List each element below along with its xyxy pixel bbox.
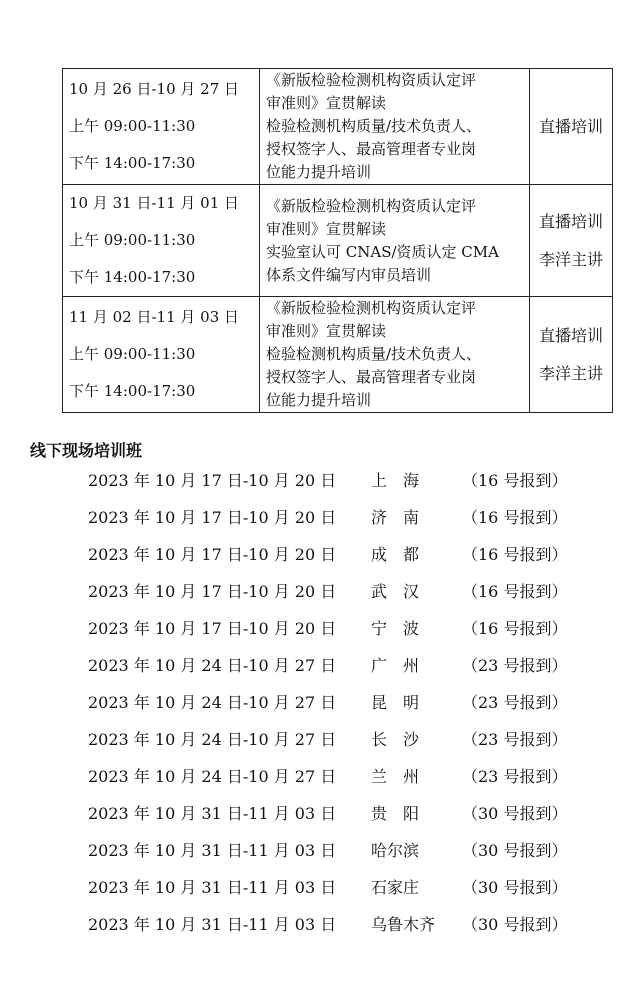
offline-row — [0, 758, 640, 795]
offline-city: 石家庄 — [371, 878, 420, 897]
date-range: 11 月 02 日-11 月 03 日 — [69, 308, 240, 326]
course-line: 《新版检验检测机构资质认定评 — [266, 71, 477, 89]
course-line: 实验室认可 CNAS/资质认定 CMA — [266, 242, 499, 261]
offline-city: 昆明 — [371, 693, 436, 712]
schedule-row — [63, 297, 613, 413]
course-line: 审准则》宣贯解读 — [266, 219, 387, 238]
offline-checkin: （23 号报到） — [462, 767, 568, 786]
offline-date: 2023 年 10 月 31 日-11 月 03 日 — [88, 804, 337, 823]
offline-row — [0, 647, 640, 684]
offline-row — [0, 832, 640, 869]
offline-city: 武汉 — [371, 582, 436, 601]
offline-city: 兰州 — [371, 767, 436, 786]
mode-cell — [530, 297, 613, 413]
schedule-time-cell — [63, 297, 260, 413]
offline-row — [0, 573, 640, 610]
mode-cell — [530, 69, 613, 185]
offline-city: 宁波 — [371, 619, 436, 638]
offline-checkin: （30 号报到） — [462, 878, 568, 897]
offline-date: 2023 年 10 月 17 日-10 月 20 日 — [88, 619, 337, 638]
training-mode: 直播培训 — [538, 116, 603, 136]
offline-row — [0, 906, 640, 943]
date-range: 10 月 26 日-10 月 27 日 — [69, 80, 240, 98]
training-mode: 直播培训 — [538, 325, 603, 345]
offline-checkin: （30 号报到） — [462, 841, 568, 860]
morning-time: 上午 09:00-11:30 — [69, 231, 196, 249]
offline-checkin: （16 号报到） — [462, 545, 568, 564]
course-line: 体系文件编写内审员培训 — [266, 265, 432, 284]
course-line: 审准则》宣贯解读 — [266, 322, 387, 340]
offline-city: 济南 — [371, 508, 436, 527]
offline-city: 哈尔滨 — [371, 841, 420, 860]
offline-date: 2023 年 10 月 31 日-11 月 03 日 — [88, 841, 337, 860]
course-line: 《新版检验检测机构资质认定评 — [266, 299, 477, 317]
date-range: 10 月 31 日-11 月 01 日 — [69, 194, 240, 212]
offline-row — [0, 610, 640, 647]
mode-cell — [530, 185, 613, 297]
offline-row — [0, 499, 640, 536]
morning-time: 上午 09:00-11:30 — [69, 117, 196, 135]
offline-city: 乌鲁木齐 — [371, 915, 436, 934]
offline-row — [0, 536, 640, 573]
lecturer: 李洋主讲 — [538, 363, 603, 383]
offline-date: 2023 年 10 月 24 日-10 月 27 日 — [88, 656, 337, 675]
afternoon-time: 下午 14:00-17:30 — [69, 268, 196, 286]
offline-checkin: （16 号报到） — [462, 508, 568, 527]
course-cell — [260, 69, 530, 185]
schedule-row — [63, 69, 613, 185]
course-line: 位能力提升培训 — [266, 163, 372, 181]
course-line: 检验检测机构质量/技术负责人、 — [266, 345, 482, 363]
course-line: 审准则》宣贯解读 — [266, 94, 387, 112]
offline-city: 上海 — [371, 471, 436, 490]
course-cell — [260, 297, 530, 413]
offline-row — [0, 684, 640, 721]
schedule-time-cell — [63, 185, 260, 297]
offline-session-list — [0, 462, 640, 943]
offline-date: 2023 年 10 月 24 日-10 月 27 日 — [88, 693, 337, 712]
offline-checkin: （16 号报到） — [462, 471, 568, 490]
schedule-row — [63, 185, 613, 297]
offline-checkin: （23 号报到） — [462, 730, 568, 749]
offline-date: 2023 年 10 月 17 日-10 月 20 日 — [88, 545, 337, 564]
offline-city: 贵阳 — [371, 804, 436, 823]
offline-row — [0, 721, 640, 758]
offline-checkin: （30 号报到） — [462, 915, 568, 934]
offline-city: 长沙 — [371, 730, 436, 749]
offline-date: 2023 年 10 月 24 日-10 月 27 日 — [88, 767, 337, 786]
training-mode: 直播培训 — [538, 211, 603, 231]
offline-checkin: （30 号报到） — [462, 804, 568, 823]
offline-checkin: （23 号报到） — [462, 693, 568, 712]
course-line: 《新版检验检测机构资质认定评 — [266, 196, 477, 215]
offline-date: 2023 年 10 月 31 日-11 月 03 日 — [88, 915, 337, 934]
offline-checkin: （16 号报到） — [462, 582, 568, 601]
offline-date: 2023 年 10 月 31 日-11 月 03 日 — [88, 878, 337, 897]
lecturer: 李洋主讲 — [538, 249, 603, 269]
course-line: 授权签字人、最高管理者专业岗 — [266, 368, 477, 386]
offline-city: 成都 — [371, 545, 436, 564]
afternoon-time: 下午 14:00-17:30 — [69, 154, 196, 172]
course-line: 授权签字人、最高管理者专业岗 — [266, 140, 477, 158]
schedule-time-cell — [63, 69, 260, 185]
offline-row — [0, 869, 640, 906]
morning-time: 上午 09:00-11:30 — [69, 345, 196, 363]
offline-checkin: （23 号报到） — [462, 656, 568, 675]
offline-date: 2023 年 10 月 24 日-10 月 27 日 — [88, 730, 337, 749]
course-cell — [260, 185, 530, 297]
offline-row — [0, 795, 640, 832]
offline-section-title: 线下现场培训班 — [30, 441, 143, 460]
offline-city: 广州 — [371, 656, 436, 675]
offline-date: 2023 年 10 月 17 日-10 月 20 日 — [88, 582, 337, 601]
afternoon-time: 下午 14:00-17:30 — [69, 382, 196, 400]
offline-date: 2023 年 10 月 17 日-10 月 20 日 — [88, 471, 337, 490]
offline-checkin: （16 号报到） — [462, 619, 568, 638]
course-line: 检验检测机构质量/技术负责人、 — [266, 117, 482, 135]
offline-row — [0, 462, 640, 499]
online-schedule-table — [62, 68, 613, 413]
online-schedule-body — [63, 69, 613, 413]
offline-date: 2023 年 10 月 17 日-10 月 20 日 — [88, 508, 337, 527]
course-line: 位能力提升培训 — [266, 391, 372, 409]
